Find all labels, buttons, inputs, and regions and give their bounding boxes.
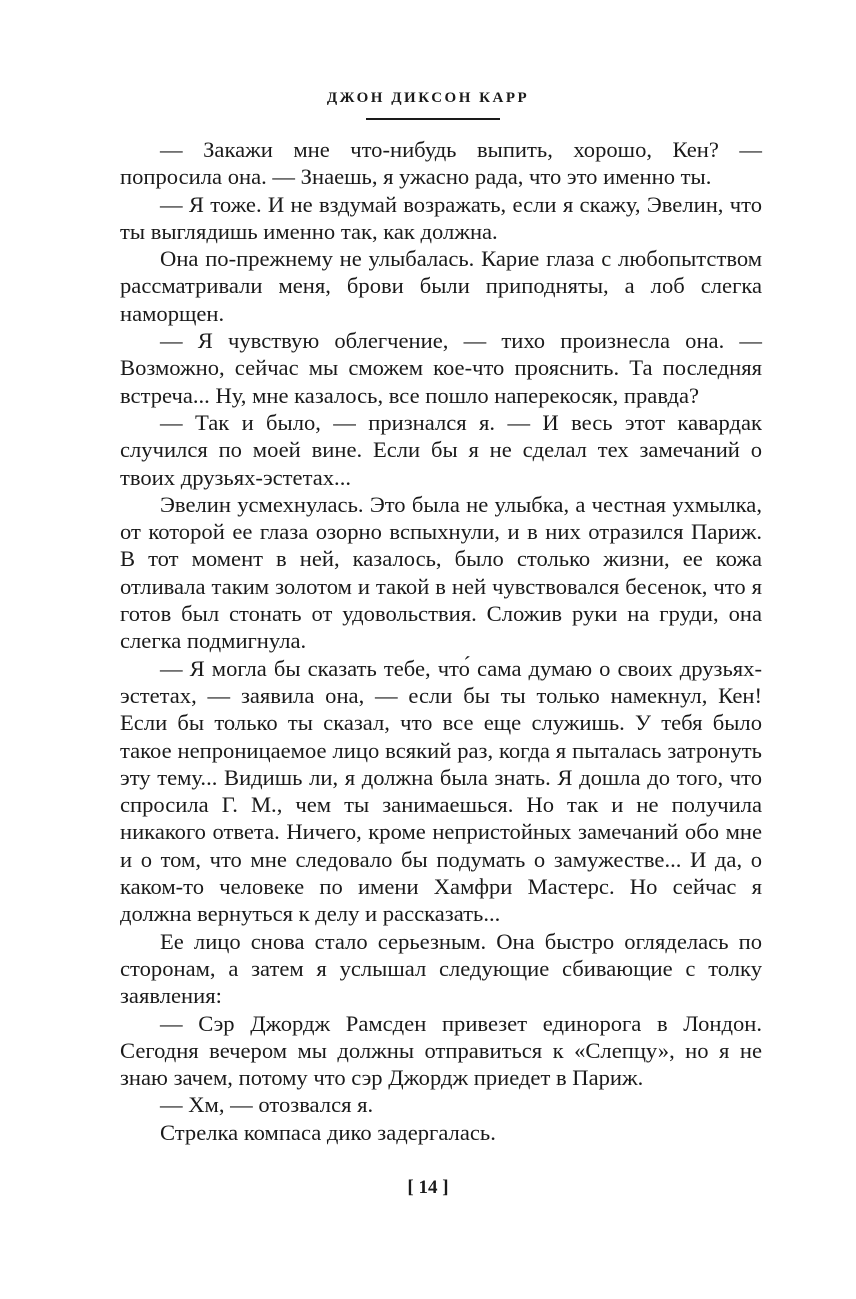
paragraph-10: — Хм, — отозвался я. <box>160 1092 374 1118</box>
paragraph-9: — Сэр Джордж Рамсден привезет единорога в Лондон. Сегодня вечером мы должны отправиться к «Слепцу», но я не знаю зачем, потому что сэр Джордж приедет в Париж. <box>120 1010 762 1091</box>
paragraph-1: — Закажи мне что-нибудь выпить, хорошо, Кен? — попросила она. — Знаешь, я ужасно рада, что это именно ты. <box>120 137 762 190</box>
running-head: ДЖОН ДИКСОН КАРР <box>326 90 530 106</box>
paragraph-6: Эвелин усмехнулась. Это была не улыбка, а честная ухмылка, от которой ее глаза озорно вспыхнули, и в них отразился Париж. В тот момент в ней, казалось, было столько жизни, ее кожа отливала таким золотом и такой в ней чувствовался бесенок, что я готов был стонать от удовольствия. Сложив руки на груди, она слегка подмигнула. <box>120 491 762 654</box>
paragraph-2: — Я тоже. И не вздумай возражать, если я скажу, Эвелин, что ты выглядишь именно так, как должна. <box>120 191 762 244</box>
paragraph-11: Стрелка компаса дико задергалась. <box>160 1119 496 1145</box>
header-rule <box>366 118 500 120</box>
paragraph-5: — Так и было, — признался я. — И весь этот кавардак случился по моей вине. Если бы я не сделал тех замечаний о твоих друзьях-эстетах... <box>120 409 762 490</box>
paragraph-8: Ее лицо снова стало серьезным. Она быстро огляделась по сторонам, а затем я услышал следующие сбивающие с толку заявления: <box>120 928 762 1009</box>
page-number: [ 14 ] <box>407 1177 449 1198</box>
paragraph-4: — Я чувствую облегчение, — тихо произнесла она. — Возможно, сейчас мы сможем кое-что прояснить. Та последняя встреча... Ну, мне казалось, все пошло наперекосяк, правда? <box>120 328 762 408</box>
paragraph-7: — Я могла бы сказать тебе, что́ сама думаю о своих друзьях-эстетах, — заявила она, — если бы ты только намекнул, Кен! Если бы только ты сказал, что все еще служишь. У тебя было такое непроницаемое лицо всякий раз, когда я пыталась затронуть эту тему... Видишь ли, я должна была знать. Я дошла до того, что спросила Г. М., чем ты занимаешься. Но так и не получила никакого ответа. Ничего, кроме непристойных замечаний обо мне и о том, что мне следовало бы подумать о замужестве... И да, о каком-то человеке по имени Хамфри Мастерс. Но сейчас я должна вернуться к делу и рассказать... <box>120 655 762 927</box>
paragraph-3: Она по-прежнему не улыбалась. Карие глаза с любопытством рассматривали меня, брови были приподняты, а лоб слегка наморщен. <box>120 246 762 326</box>
body-text <box>120 136 762 1146</box>
